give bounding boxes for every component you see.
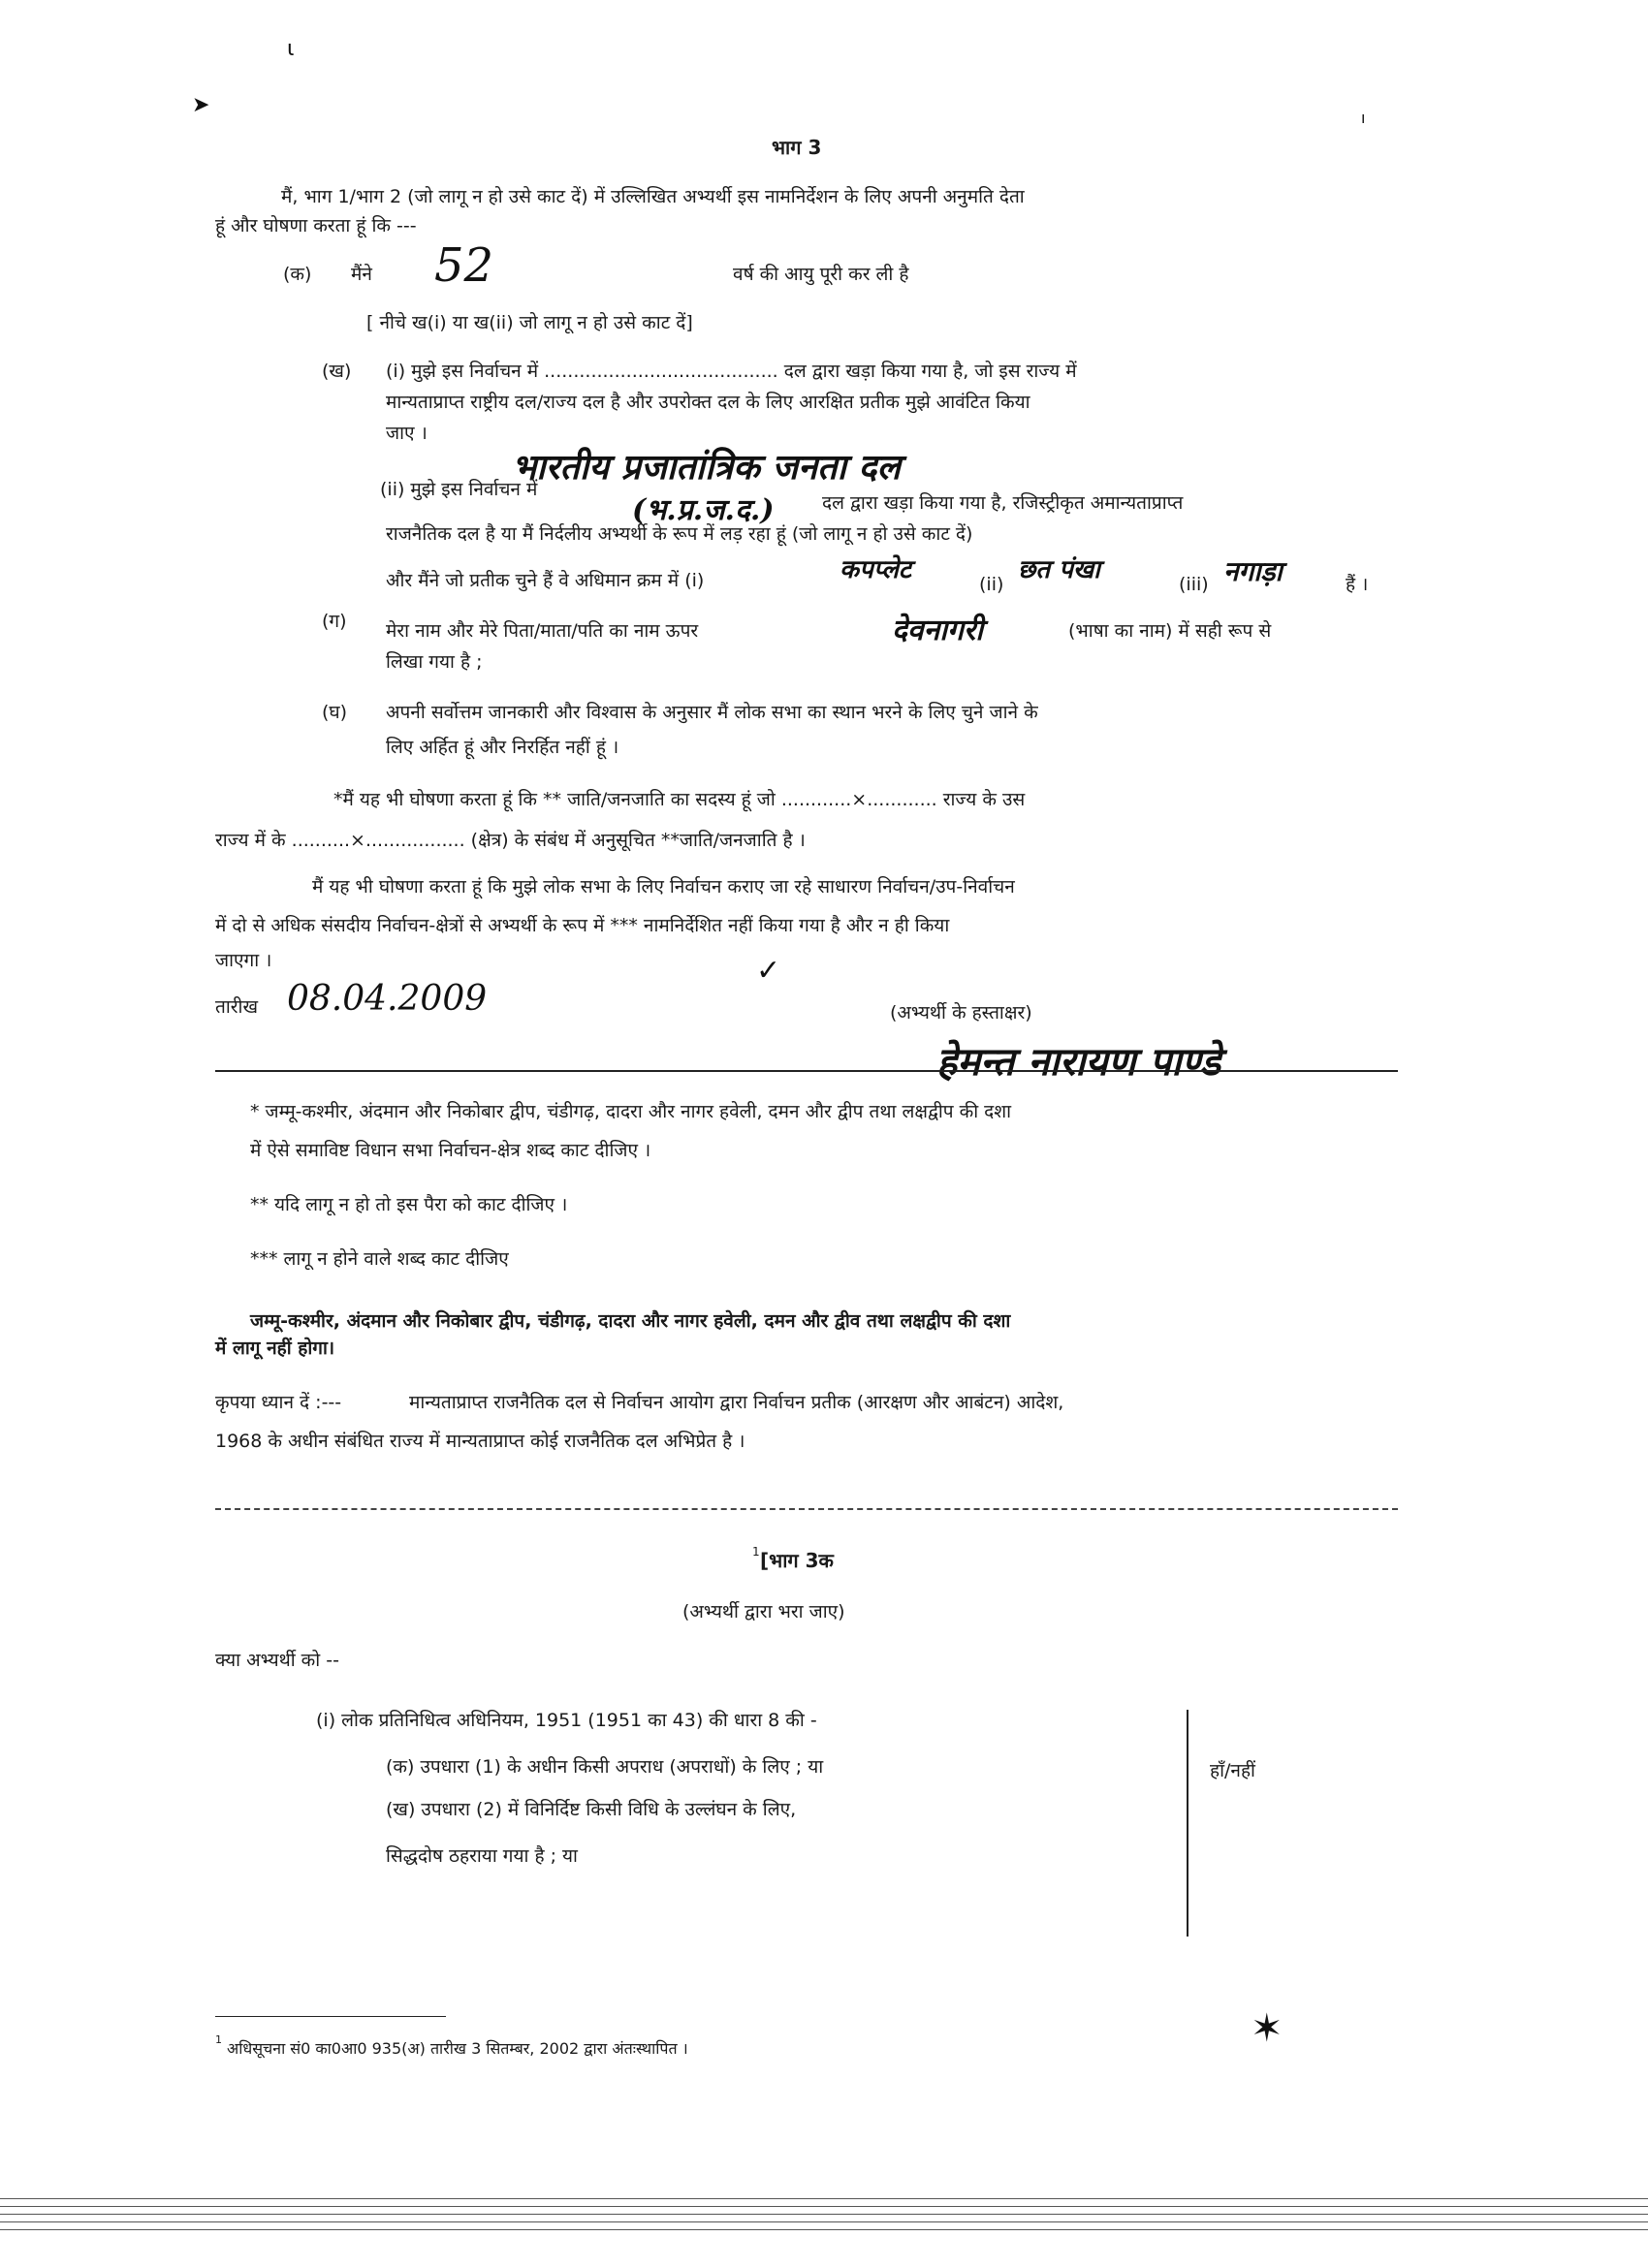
item-c-line-1-pre: मेरा नाम और मेरे पिता/माता/पति का नाम ऊपर: [386, 620, 699, 642]
scan-artifact-line: [0, 2198, 1648, 2199]
part3a-item-i: (i) लोक प्रतिनिधित्व अधिनियम, 1951 (1951 का 43) की धारा 8 की -: [316, 1710, 817, 1731]
page-heading: भाग 3: [772, 136, 822, 159]
age-value: 52: [434, 238, 494, 293]
decl2-line-3: जाएगा ।: [215, 950, 272, 971]
scan-mark: ı: [1361, 109, 1366, 127]
item-a-label: (क): [283, 264, 312, 285]
scan-artifact-line: [0, 2214, 1648, 2215]
item-b-ii-1a: (ii) मुझे इस निर्वाचन में: [380, 479, 538, 500]
item-d-line-2: लिए अर्हित हूं और निरर्हित नहीं हूं ।: [386, 737, 619, 758]
intro-line-2: हूं और घोषणा करता हूं कि ---: [215, 215, 417, 236]
item-b-i-2: मान्यताप्राप्त राष्ट्रीय दल/राज्य दल है और उपरोक्त दल के लिए आरक्षित प्रतीक मुझे आवंटित किया: [386, 392, 1030, 413]
scan-mark: ➤: [192, 93, 210, 117]
attention-line-2: 1968 के अधीन संबंधित राज्य में मान्यताप्राप्त कोई राजनैतिक दल अभिप्रेत है ।: [215, 1431, 745, 1452]
footnote-3: *** लागू न होने वाले शब्द काट दीजिए: [250, 1248, 509, 1270]
scan-mark: ✶: [1251, 2006, 1284, 2051]
item-b-ii-4: (ii): [979, 574, 1004, 595]
scan-artifact-line: [0, 2221, 1648, 2222]
yes-no-answer: हाँ/नहीं: [1210, 1760, 1255, 1781]
item-b-ii-2: राजनैतिक दल है या मैं निर्दलीय अभ्यर्थी के रूप में लड़ रहा हूं (जो लागू न हो उसे काट दें): [386, 523, 973, 545]
caste-line-2: राज्य में के ..........×................. (क्षेत्र) के संबंध में अनुसूचित **जाति/जनजाति है ।: [215, 830, 806, 851]
item-b-i-1: (i) मुझे इस निर्वाचन में ........................................ दल द्वारा खड़ा किया गया है, जो इस राज्य में: [386, 361, 1077, 382]
item-d-line-1: अपनी सर्वोत्तम जानकारी और विश्वास के अनुसार मैं लोक सभा का स्थान भरने के लिए चुने जाने के: [386, 702, 1038, 723]
part3a-title: [भाग 3क: [760, 1549, 834, 1572]
part3a-subtitle: (अभ्यर्थी द्वारा भरा जाए): [682, 1601, 845, 1622]
item-c-label: (ग): [322, 611, 347, 632]
item-c-line-2: लिखा गया है ;: [386, 651, 483, 673]
decl2-line-1: मैं यह भी घोषणा करता हूं कि मुझे लोक सभा के लिए निर्वाचन कराए जा रहे साधारण निर्वाचन/उप-निर्वाचन: [312, 876, 1015, 898]
check-mark: ✓: [756, 954, 781, 988]
bottom-footnote-sup: 1: [215, 2033, 222, 2046]
part3a-item-last: सिद्धदोष ठहराया गया है ; या: [386, 1845, 578, 1867]
party-name: भारतीय प्रजातांत्रिक जनता दल: [512, 447, 901, 488]
footnote-2: ** यदि लागू न हो तो इस पैरा को काट दीजिए ।: [250, 1194, 568, 1215]
part3a-question: क्या अभ्यर्थी को --: [215, 1650, 339, 1671]
item-d-label: (घ): [322, 702, 348, 723]
part3a-item-kha: (ख) उपधारा (2) में विनिर्दिष्ट किसी विधि के उल्लंघन के लिए,: [386, 1799, 797, 1820]
item-b-label: (ख): [322, 361, 352, 382]
intro-line-1: मैं, भाग 1/भाग 2 (जो लागू न हो उसे काट दें) में उल्लिखित अभ्यर्थी इस नामनिर्देशन के लिए अपनी अनुमति देता: [281, 186, 1025, 207]
bottom-footnote: अधिसूचना सं0 का0आ0 935(अ) तारीख 3 सितम्बर, 2002 द्वारा अंतःस्थापित ।: [227, 2039, 688, 2058]
language-name: देवनागरी: [892, 614, 983, 647]
strike-note: [ नीचे ख(i) या ख(ii) जो लागू न हो उसे काट दें]: [366, 312, 693, 333]
item-c-line-1-post: (भाषा का नाम) में सही रूप से: [1068, 620, 1272, 642]
footnote-1-line-2: में ऐसे समाविष्ट विधान सभा निर्वाचन-क्षेत्र शब्द काट दीजिए ।: [250, 1140, 651, 1161]
footnote-1-line-1: * जम्मू-कश्मीर, अंदमान और निकोबार द्वीप, चंडीगढ़, दादरा और नागर हवेली, दमन और द्वीप तथा लक्षद्वीप की दशा: [250, 1101, 1012, 1122]
party-abbr: (भ.प्र.ज.द.): [632, 493, 775, 527]
item-b-ii-1b: दल द्वारा खड़ा किया गया है, रजिस्ट्रीकृत अमान्यताप्राप्त: [822, 492, 1184, 514]
symbol-3: नगाड़ा: [1223, 555, 1283, 587]
symbol-2: छत पंखा: [1018, 555, 1100, 584]
attention-label: कृपया ध्यान दें :---: [215, 1392, 342, 1413]
symbol-1: कपप्लेट: [840, 555, 911, 584]
part3a-sup: 1: [752, 1545, 760, 1559]
date-value: 08.04.2009: [287, 979, 488, 1019]
section-divider: [215, 1508, 1398, 1510]
bold-note-line-1: जम्मू-कश्मीर, अंदमान और निकोबार द्वीप, चंडीगढ़, दादरा और नागर हवेली, दमन और द्वीव तथा लक्षद्वीप की दशा: [250, 1310, 1011, 1332]
scan-mark: ɩ: [287, 37, 295, 61]
scan-artifact-line: [0, 2229, 1648, 2230]
item-b-i-3: जाए ।: [386, 423, 428, 444]
item-b-ii-6: हैं ।: [1346, 574, 1369, 595]
item-b-ii-5: (iii): [1179, 574, 1209, 595]
bold-note-line-2: में लागू नहीं होगा।: [215, 1338, 335, 1359]
date-label: तारीख: [215, 996, 258, 1018]
part3a-item-ka: (क) उपधारा (1) के अधीन किसी अपराध (अपराधों) के लिए ; या: [386, 1756, 824, 1778]
candidate-signature: हेमन्त नारायण पाण्डे: [936, 1039, 1221, 1085]
scan-artifact-line: [0, 2206, 1648, 2207]
signature-label: (अभ्यर्थी के हस्ताक्षर): [890, 1002, 1032, 1024]
divider: [215, 1070, 1398, 1072]
caste-line-1: *मैं यह भी घोषणा करता हूं कि ** जाति/जनजाति का सदस्य हूं जो ............×............ राज्य के उस: [333, 789, 1026, 810]
item-a-pre: मैंने: [351, 264, 372, 285]
decl2-line-2: में दो से अधिक संसदीय निर्वाचन-क्षेत्रों से अभ्यर्थी के रूप में *** नामनिर्देशित नहीं किया गया है और न ही किया: [215, 915, 950, 936]
item-b-ii-3: और मैंने जो प्रतीक चुने हैं वे अधिमान क्रम में (i): [386, 570, 705, 591]
footnote-rule: [215, 2016, 446, 2017]
item-a-post: वर्ष की आयु पूरी कर ली है: [733, 264, 909, 285]
attention-line-1: मान्यताप्राप्त राजनैतिक दल से निर्वाचन आयोग द्वारा निर्वाचन प्रतीक (आरक्षण और आबंटन) आदेश,: [409, 1392, 1064, 1413]
answer-column-border: [1187, 1710, 1188, 1937]
